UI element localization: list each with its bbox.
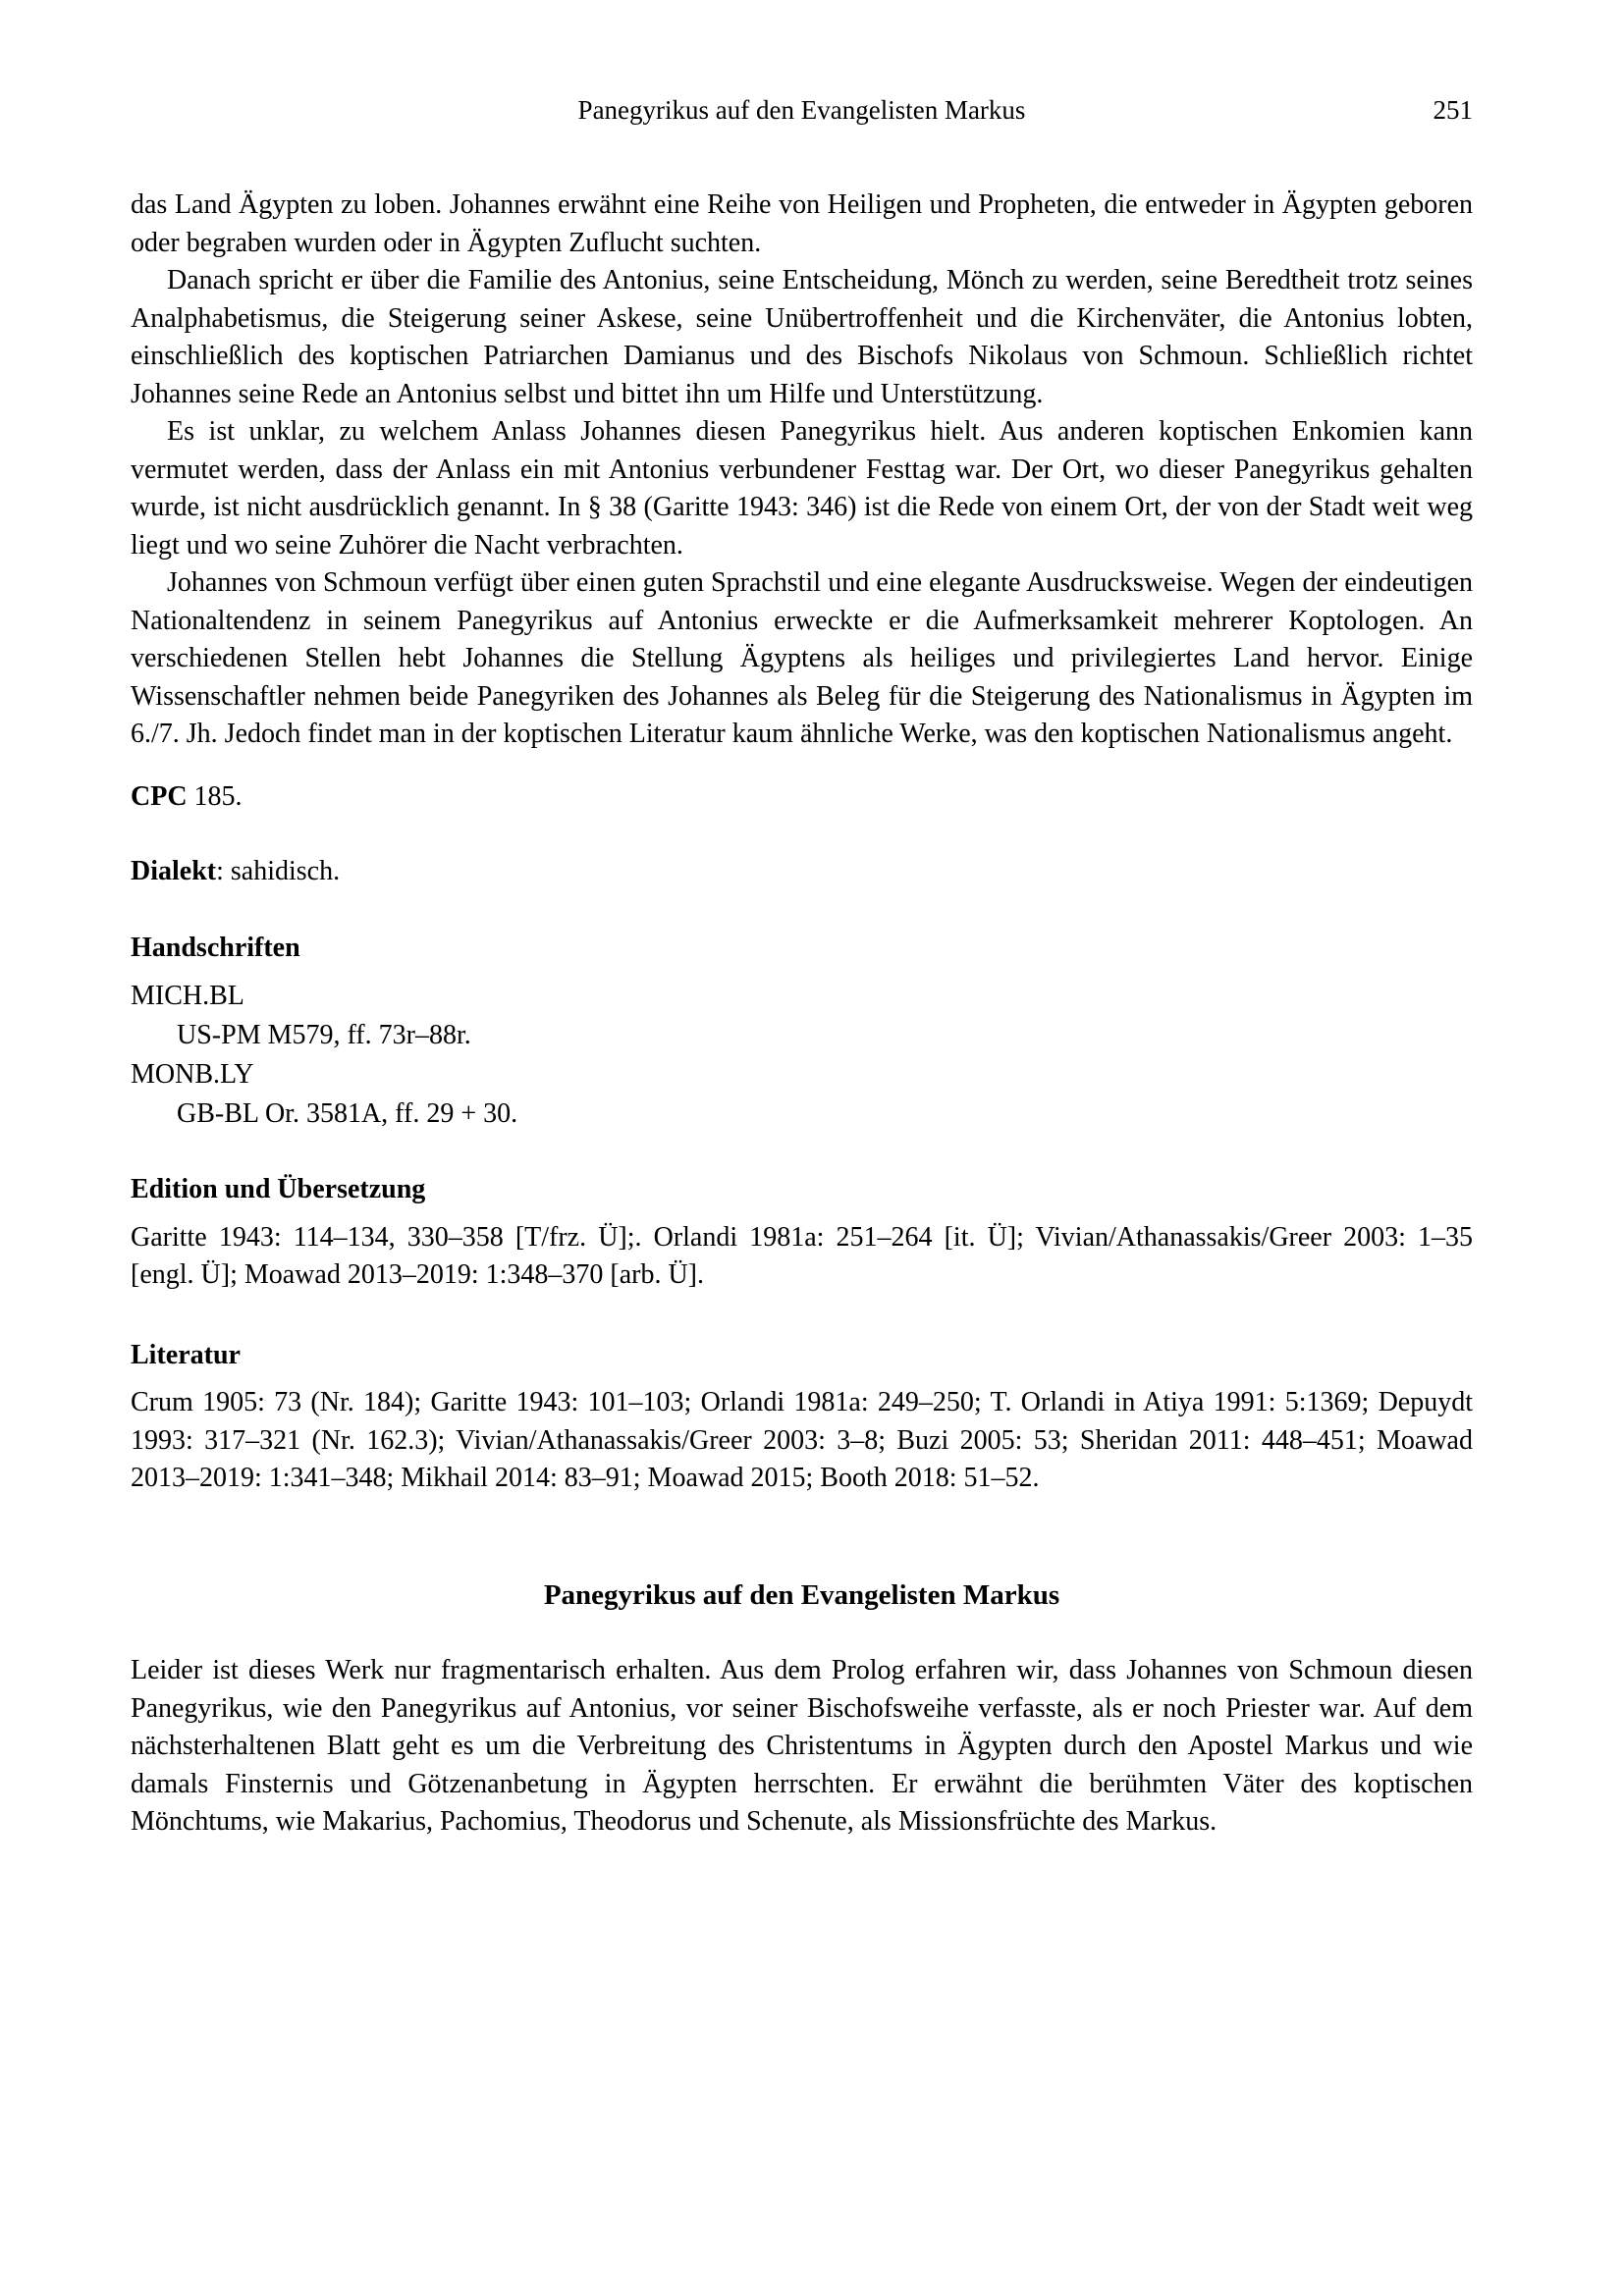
paragraph-style: Johannes von Schmoun verfügt über einen guten Sprachstil und eine elegante Ausdrucksweise. Wegen der eindeutigen Nationaltendenz in seinem Panegyrikus auf Antonius erweckte er die Aufmerksamkeit mehrerer Koptologen. An verschiedenen Stellen hebt Johannes die Stellung Ägyptens als heiliges und privilegiertes Land hervor. Einige Wissenschaftler nehmen beide Panegyriken des Johannes als Beleg für die Steigerung des Nationalismus in Ägypten im 6./7. Jh. Jedoch findet man in der koptischen Literatur kaum ähnliche Werke, was den koptischen Nationalismus angeht. [131,567,1473,749]
dialect-value: : sahidisch. [216,856,341,886]
section-title: Panegyrikus auf den Evangelisten Markus [543,1578,1060,1611]
manuscript-shelfmark: GB-BL Or. 3581A, ff. 29 + 30. [177,1098,518,1129]
manuscript-sigla: MONB.LY [131,1059,254,1090]
cpc-value: 185. [187,780,243,812]
dialect-label: Dialekt [131,856,217,886]
editions-references: Garitte 1943: 114–134, 330–358 [T/frz. Ü];. Orlandi 1981a: 251–264 [it. Ü]; Vivian/Athanassakis/Greer 2003: 1–35 [engl. Ü]; Moawad 2013–2019: 1:348–370 [arb. Ü]. [131,1221,1473,1290]
paragraph-antonius-family: Danach spricht er über die Familie des Antonius, seine Entscheidung, Mönch zu werden, seine Beredtheit trotz seines Analphabetismus, die Steigerung seiner Askese, seine Unübertroffenheit und die Kirchenväter, die Antonius lobten, einschließlich des koptischen Patriarchen Damianus und des Bischofs Nikolaus von Schmoun. Schließlich richtet Johannes seine Rede an Antonius selbst und bittet ihn um Hilfe und Unterstützung. [131,265,1473,409]
dialect-line [131,853,1473,891]
paragraph-continuation: das Land Ägypten zu loben. Johannes erwähnt eine Reihe von Heiligen und Propheten, die entweder in Ägypten geboren oder begraben wurden oder in Ägypten Zuflucht suchten. [131,189,1473,258]
editions-heading: Edition und Übersetzung [131,1174,426,1204]
page-header [131,0,1473,129]
page-number: 251 [1433,95,1473,125]
manuscript-sigla: MICH.BL [131,981,244,1011]
cpc-line [131,778,1473,817]
text-column [131,187,1473,1842]
manuscript-shelfmark: US-PM M579, ff. 73r–88r. [177,1020,471,1050]
paragraph-occasion: Es ist unklar, zu welchem Anlass Johannes diesen Panegyrikus hielt. Aus anderen koptischen Enkomien kann vermutet werden, dass der Anlass ein mit Antonius verbundener Festtag war. Der Ort, wo dieser Panegyrikus gehalten wurde, ist nicht ausdrücklich genannt. In § 38 (Garitte 1943: 346) ist die Rede von einem Ort, der von der Stadt weit weg liegt und wo seine Zuhörer die Nacht verbrachten. [131,416,1473,561]
running-title: Panegyrikus auf den Evangelisten Markus [577,95,1026,125]
manuscripts-heading: Handschriften [131,932,300,963]
paragraph-markus-intro: Leider ist dieses Werk nur fragmentarisch erhalten. Aus dem Prolog erfahren wir, dass Johannes von Schmoun diesen Panegyrikus, wie den Panegyrikus auf Antonius, vor seiner Bischofsweihe verfasste, als er noch Priester war. Auf dem nächsterhaltenen Blatt geht es um die Verbreitung des Christentums in Ägypten durch den Apostel Markus und wie damals Finsternis und Götzenanbetung in Ägypten herrschten. Er erwähnt die berühmten Väter des koptischen Mönchtums, wie Makarius, Pachomius, Theodorus und Schenute, als Missionsfrüchte des Markus. [131,1655,1473,1837]
literature-heading: Literatur [131,1339,241,1370]
literature-references: Crum 1905: 73 (Nr. 184); Garitte 1943: 101–103; Orlandi 1981a: 249–250; T. Orlandi in Atiya 1991: 5:1369; Depuydt 1993: 317–321 (Nr. 162.3); Vivian/Athanassakis/Greer 2003: 3–8; Buzi 2005: 53; Sheridan 2011: 448–451; Moawad 2013–2019: 1:341–348; Mikhail 2014: 83–91; Moawad 2015; Booth 2018: 51–52. [131,1387,1473,1493]
cpc-label: CPC [131,780,188,812]
